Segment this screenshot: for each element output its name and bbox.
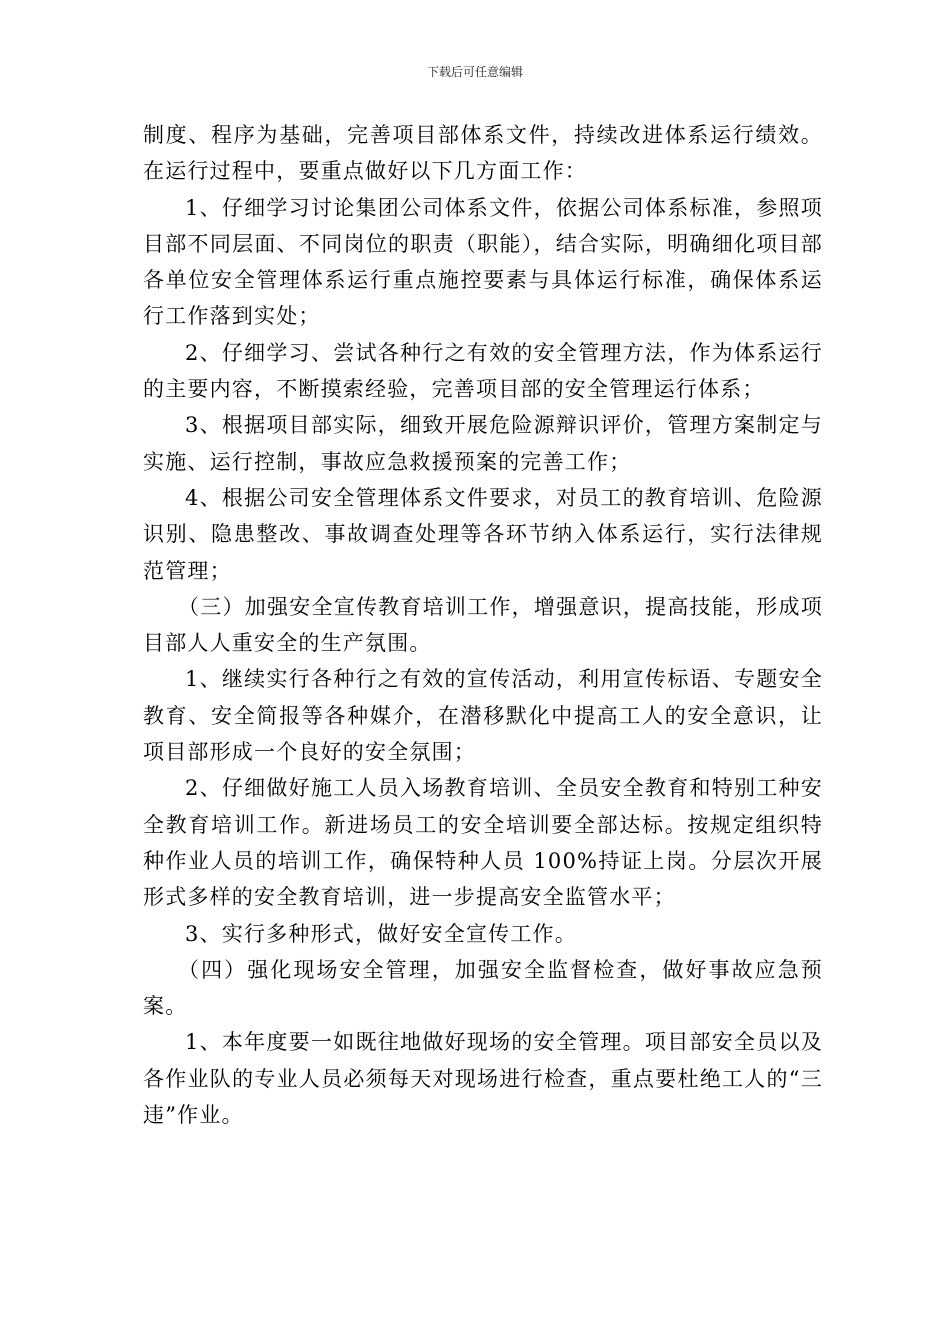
paragraph-item-2: 2、仔细学习、尝试各种行之有效的安全管理方法，作为体系运行的主要内容，不断摸索经验，完善项目部的安全管理运行体系；	[143, 340, 823, 402]
section-heading-3: （三）加强安全宣传教育培训工作，增强意识，提高技能，形成项目部人人重安全的生产氛围。	[143, 594, 823, 656]
page-header: 下载后可任意编辑	[426, 65, 523, 79]
paragraph-item-2: 2、仔细做好施工人员入场教育培训、全员安全教育和特别工种安全教育培训工作。新进场员工的安全培训要全部达标。按规定组织特种作业人员的培训工作，确保特种人员 100%持证上岗。分层次开展形式多样的安全教育培训，进一步提高安全监管水平；	[143, 776, 823, 910]
paragraph-item-1: 1、本年度要一如既往地做好现场的安全管理。项目部安全员以及各作业队的专业人员必须每天对现场进行检查，重点要杜绝工人的“三违”作业。	[143, 1030, 823, 1128]
paragraph-item-3: 3、根据项目部实际，细致开展危险源辩识评价，管理方案制定与实施、运行控制，事故应急救援预案的完善工作；	[143, 413, 823, 474]
paragraph-intro: 制度、程序为基础，完善项目部体系文件，持续改进体系运行绩效。在运行过程中，要重点做好以下几方面工作：	[143, 123, 823, 184]
paragraph-item-3: 3、实行多种形式，做好安全宣传工作。	[185, 921, 577, 946]
document-body	[143, 117, 823, 1133]
section-heading-4: （四）强化现场安全管理，加强安全监督检查，做好事故应急预案。	[143, 957, 823, 1019]
paragraph-item-1: 1、仔细学习讨论集团公司体系文件，依据公司体系标准，参照项目部不同层面、不同岗位的职责（职能），结合实际，明确细化项目部各单位安全管理体系运行重点施控要素与具体运行标准，确保体系运行工作落到实处；	[143, 195, 823, 329]
paragraph-item-4: 4、根据公司安全管理体系文件要求，对员工的教育培训、危险源识别、隐患整改、事故调查处理等各环节纳入体系运行，实行法律规范管理；	[143, 485, 823, 583]
paragraph-item-1: 1、继续实行各种行之有效的宣传活动，利用宣传标语、专题安全教育、安全简报等各种媒介，在潜移默化中提高工人的安全意识，让项目部形成一个良好的安全氛围；	[143, 667, 823, 765]
